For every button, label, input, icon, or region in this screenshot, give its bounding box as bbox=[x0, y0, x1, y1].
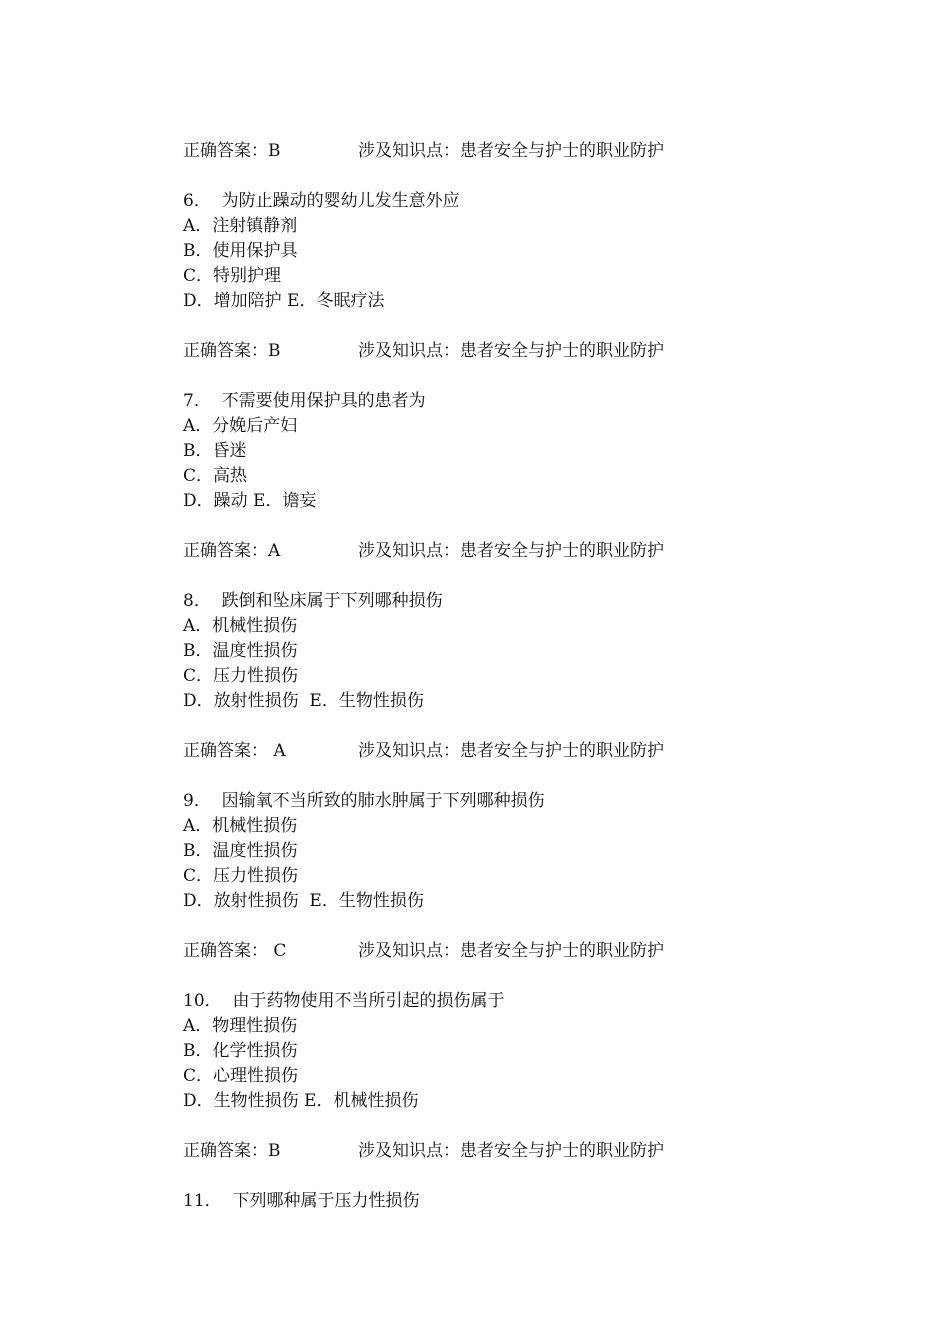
blank-line bbox=[183, 764, 883, 789]
blank-line bbox=[183, 914, 883, 939]
answer-line bbox=[183, 339, 883, 364]
answer-option: A．机械性损伤 bbox=[183, 816, 298, 836]
blank-line bbox=[183, 564, 883, 589]
correct-answer: 正确答案：A bbox=[183, 541, 281, 561]
blank-line bbox=[183, 1164, 883, 1189]
document-body bbox=[183, 139, 883, 1214]
answer-option: D．放射性损伤 E．生物性损伤 bbox=[183, 691, 424, 711]
answer-option: A．机械性损伤 bbox=[183, 616, 298, 636]
answer-option: C．压力性损伤 bbox=[183, 866, 299, 886]
answer-option: D．躁动 E．谵妄 bbox=[183, 491, 317, 511]
correct-answer: 正确答案：B bbox=[183, 341, 281, 361]
answer-option: A．注射镇静剂 bbox=[183, 216, 298, 236]
answer-option: B．温度性损伤 bbox=[183, 641, 298, 661]
blank-line bbox=[183, 514, 883, 539]
answer-line bbox=[183, 739, 883, 764]
answer-option: C．心理性损伤 bbox=[183, 1066, 299, 1086]
answer-line bbox=[183, 939, 883, 964]
blank-line bbox=[183, 314, 883, 339]
answer-option: C．特别护理 bbox=[183, 266, 282, 286]
question-stem: 9． 因输氧不当所致的肺水肿属于下列哪种损伤 bbox=[183, 791, 545, 811]
question-stem: 7． 不需要使用保护具的患者为 bbox=[183, 391, 426, 411]
correct-answer: 正确答案： C bbox=[183, 941, 287, 961]
answer-option: D．放射性损伤 E．生物性损伤 bbox=[183, 891, 424, 911]
question-stem: 6． 为防止躁动的婴幼儿发生意外应 bbox=[183, 191, 460, 211]
blank-line bbox=[183, 1114, 883, 1139]
question-stem: 11． 下列哪种属于压力性损伤 bbox=[183, 1191, 420, 1211]
answer-option: B．化学性损伤 bbox=[183, 1041, 298, 1061]
answer-option: C．高热 bbox=[183, 466, 248, 486]
knowledge-point: 涉及知识点：患者安全与护士的职业防护 bbox=[358, 741, 664, 761]
knowledge-point: 涉及知识点：患者安全与护士的职业防护 bbox=[358, 141, 664, 161]
answer-line bbox=[183, 139, 883, 164]
answer-option: A．分娩后产妇 bbox=[183, 416, 298, 436]
blank-line bbox=[183, 714, 883, 739]
knowledge-point: 涉及知识点：患者安全与护士的职业防护 bbox=[358, 1141, 664, 1161]
correct-answer: 正确答案：B bbox=[183, 141, 281, 161]
question-stem: 8． 跌倒和坠床属于下列哪种损伤 bbox=[183, 591, 443, 611]
answer-option: B．使用保护具 bbox=[183, 241, 298, 261]
answer-option: B．温度性损伤 bbox=[183, 841, 298, 861]
answer-option: C．压力性损伤 bbox=[183, 666, 299, 686]
knowledge-point: 涉及知识点：患者安全与护士的职业防护 bbox=[358, 341, 664, 361]
answer-option: D．生物性损伤 E．机械性损伤 bbox=[183, 1091, 419, 1111]
blank-line bbox=[183, 364, 883, 389]
answer-option: B．昏迷 bbox=[183, 441, 247, 461]
answer-option: D．增加陪护 E．冬眠疗法 bbox=[183, 291, 385, 311]
answer-line bbox=[183, 1139, 883, 1164]
blank-line bbox=[183, 964, 883, 989]
knowledge-point: 涉及知识点：患者安全与护士的职业防护 bbox=[358, 541, 664, 561]
correct-answer: 正确答案：B bbox=[183, 1141, 281, 1161]
knowledge-point: 涉及知识点：患者安全与护士的职业防护 bbox=[358, 941, 664, 961]
blank-line bbox=[183, 164, 883, 189]
question-stem: 10． 由于药物使用不当所引起的损伤属于 bbox=[183, 991, 505, 1011]
answer-option: A．物理性损伤 bbox=[183, 1016, 298, 1036]
answer-line bbox=[183, 539, 883, 564]
correct-answer: 正确答案： A bbox=[183, 741, 286, 761]
